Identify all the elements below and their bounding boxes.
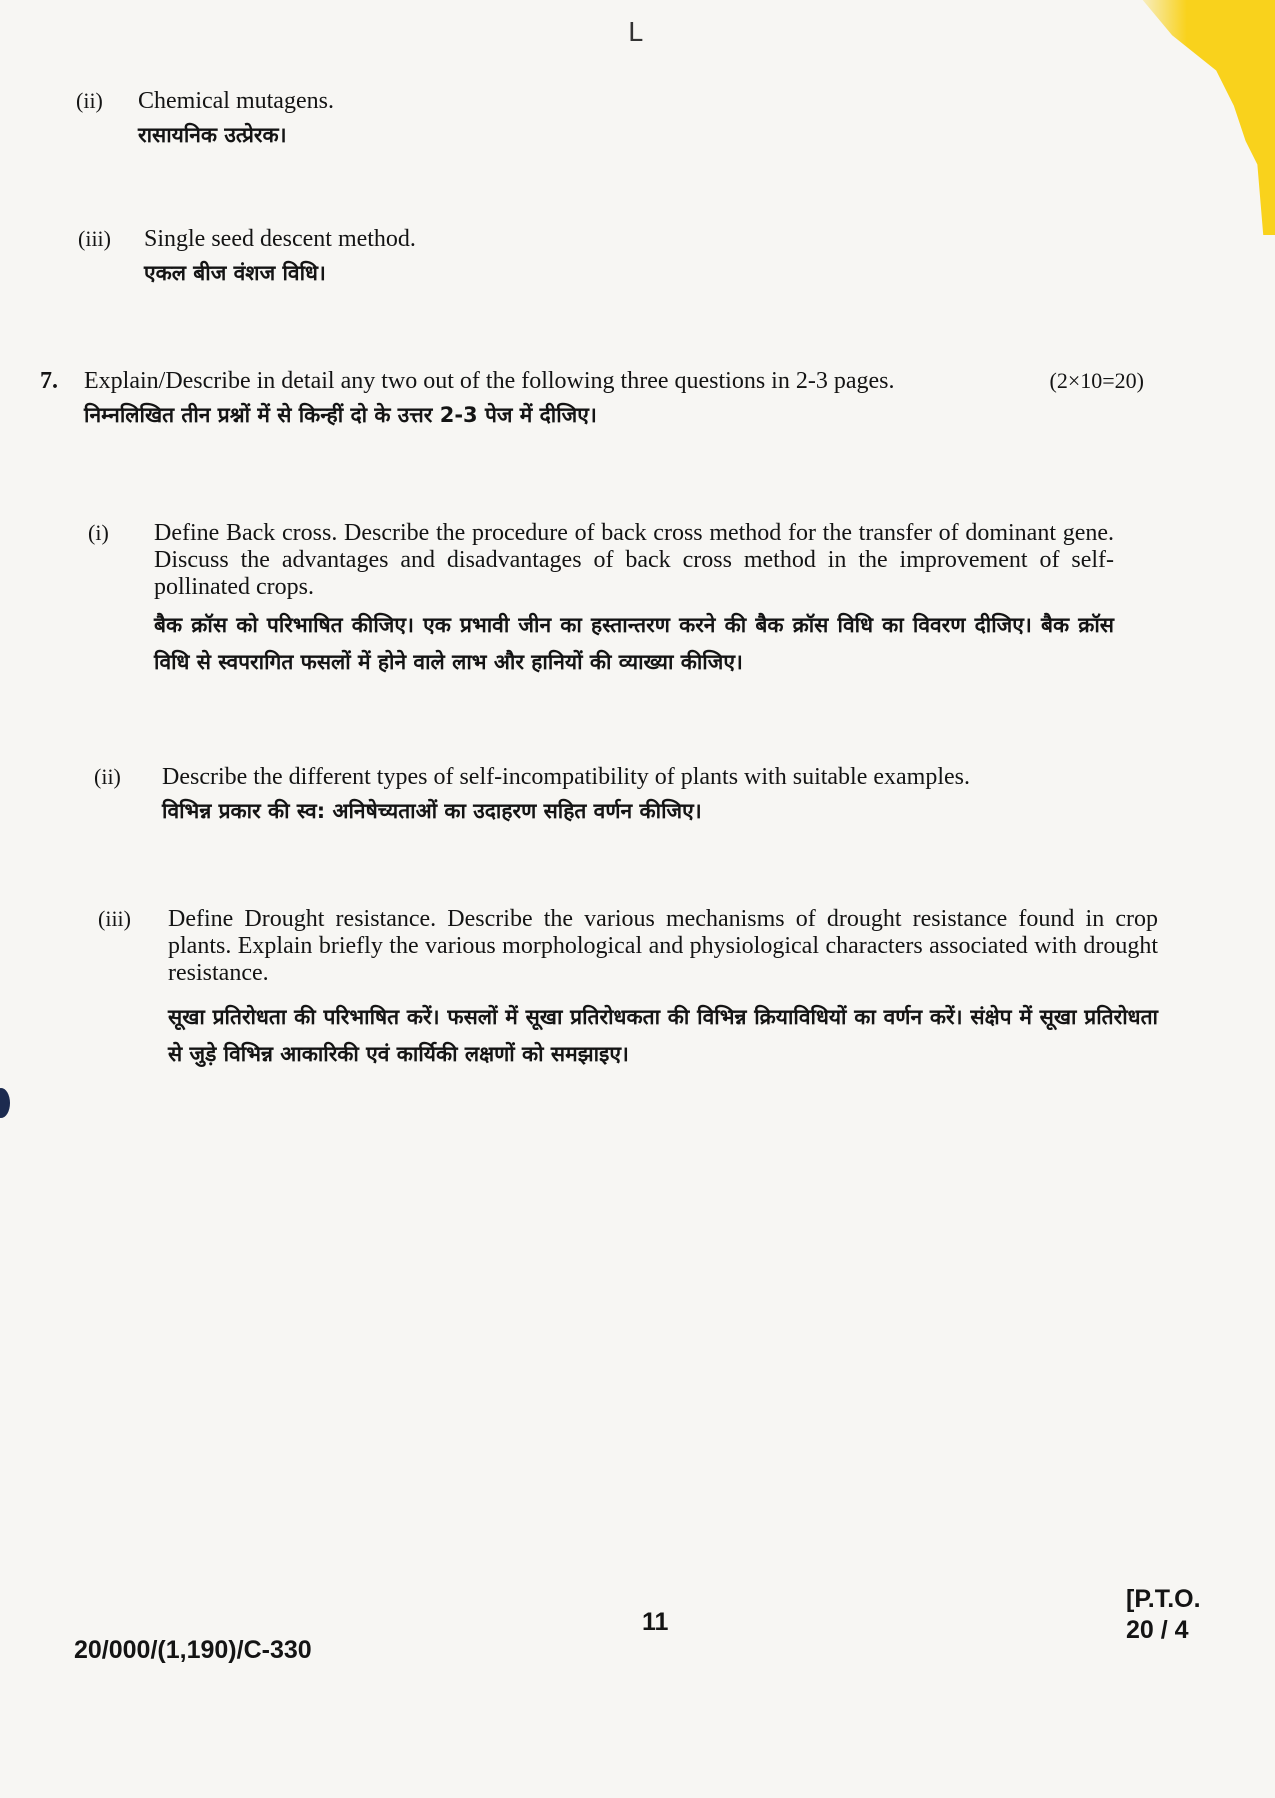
item-roman: (iii): [78, 226, 111, 251]
instruction-text: Explain/Describe in detail any two out of the following three questions in 2-3 pages.: [84, 368, 895, 394]
item-hindi-text: रासायनिक उत्प्रेरक।: [138, 123, 287, 147]
item-roman: (ii): [76, 88, 103, 113]
question-number: 7.: [40, 368, 58, 394]
pto-label: [P.T.O.: [1126, 1585, 1201, 1613]
ink-blot: [0, 1088, 10, 1118]
item-hindi-text: विभिन्न प्रकार की स्व: अनिषेच्यताओं का उदाहरण सहित वर्णन कीजिए।: [162, 799, 702, 823]
pto-block: [1126, 1584, 1201, 1647]
item-hindi-text: एकल बीज वंशज विधि।: [144, 261, 326, 285]
item-english-text: Define Back cross. Describe the procedure of back cross method for the transfer of dominant gene. Discuss the advantages and disadvantages of back cross method in the improvement of self-pollinated crops.: [154, 520, 1114, 600]
item-english-text: Define Drought resistance. Describe the various mechanisms of drought resistance found in crop plants. Explain briefly the various morphological and physiological characters associated with drought resistance.: [168, 906, 1158, 986]
pen-scribble: L: [628, 18, 643, 48]
set-label: 20 / 4: [1126, 1616, 1189, 1645]
item-roman: (ii): [94, 764, 121, 789]
item-roman: (iii): [98, 906, 131, 931]
highlighter-mark: [1128, 0, 1275, 235]
item-hindi-text: बैक क्रॉस को परिभाषित कीजिए। एक प्रभावी जीन का हस्तान्तरण करने की बैक क्रॉस विधि का विवरण दीजिए। बैक क्रॉस विधि से स्वपरागित फसलों में होने वाले लाभ और हानियों की व्याख्या कीजिए।: [154, 613, 1114, 674]
item-english-text: Chemical mutagens.: [138, 88, 334, 114]
page-number: 11: [642, 1608, 669, 1636]
item-english-text: Describe the different types of self-incompatibility of plants with suitable examples.: [162, 764, 971, 790]
item-roman: (i): [88, 520, 109, 545]
paper-code: 20/000/(1,190)/C-330: [74, 1636, 312, 1664]
item-english-text: Single seed descent method.: [144, 226, 416, 252]
question-instruction-english: [84, 368, 1144, 395]
question-instruction-hindi: निम्नलिखित तीन प्रश्नों में से किन्हीं दो के उत्तर 2-3 पेज में दीजिए।: [84, 403, 597, 427]
item-hindi-text: सूखा प्रतिरोधता की परिभाषित करें। फसलों में सूखा प्रतिरोधकता की विभिन्न क्रियाविधियों का वर्णन करें। संक्षेप में सूखा प्रतिरोधता से जुड़े विभिन्न आकारिकी एवं कार्यिकी लक्षणों को समझाइए।: [168, 1005, 1158, 1066]
question-marks: (2×10=20): [1049, 368, 1144, 393]
